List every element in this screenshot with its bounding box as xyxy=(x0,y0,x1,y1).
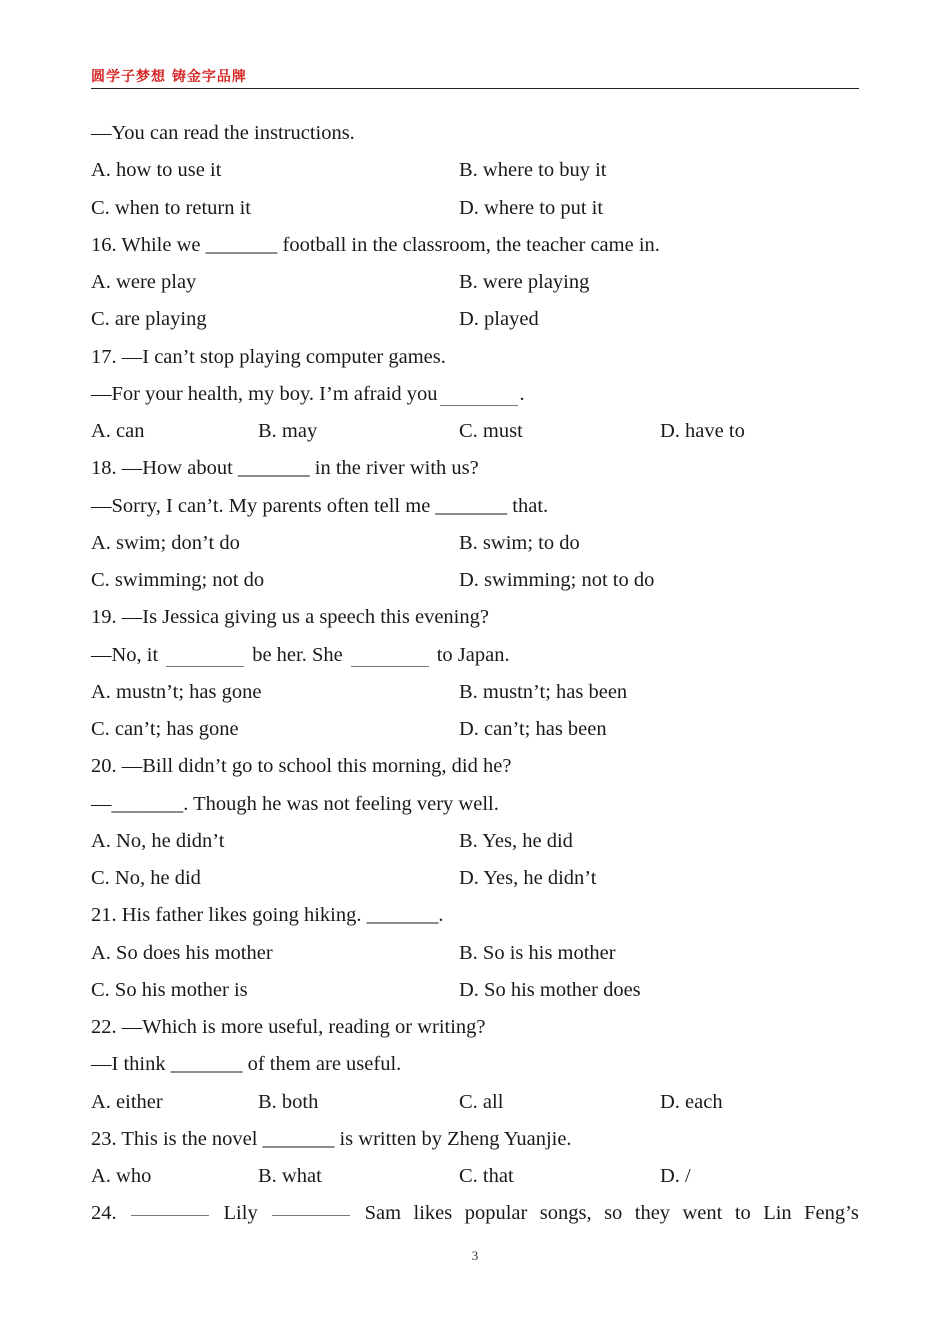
option-a: A. swim; don’t do xyxy=(91,531,240,554)
option-b: B. both xyxy=(258,1090,319,1113)
answer-blank xyxy=(351,646,429,667)
option-b: B. what xyxy=(258,1165,322,1187)
option-a: A. No, he didn’t xyxy=(91,829,225,852)
question-content xyxy=(91,115,859,1233)
options-row xyxy=(91,413,859,450)
option-b: B. swim; to do xyxy=(459,531,580,554)
options-row xyxy=(91,562,859,599)
options-row xyxy=(91,264,859,301)
option-d: D. / xyxy=(660,1165,691,1187)
option-b: B. may xyxy=(258,420,318,442)
option-c: C. when to return it xyxy=(91,196,251,219)
options-row xyxy=(91,972,859,1009)
page-header xyxy=(91,66,859,89)
option-c: C. that xyxy=(459,1165,514,1187)
option-a: A. either xyxy=(91,1090,163,1113)
option-b: B. So is his mother xyxy=(459,941,616,964)
question-19-stem: 19. —Is Jessica giving us a speech this evening? xyxy=(91,606,489,629)
option-a: A. who xyxy=(91,1165,152,1187)
question-20-reply: —_______. Though he was not feeling very well. xyxy=(91,792,499,815)
reply-text: —For your health, my boy. I’m afraid you xyxy=(91,382,438,405)
answer-blank xyxy=(272,1195,350,1216)
question-18-stem: 18. —How about _______ in the river with us? xyxy=(91,457,479,480)
question-22-stem: 22. —Which is more useful, reading or writing? xyxy=(91,1016,486,1038)
question-20-stem: 20. —Bill didn’t go to school this morning, did he? xyxy=(91,755,512,778)
word: to xyxy=(734,1202,751,1225)
question-19-reply xyxy=(91,637,859,674)
word: popular xyxy=(464,1202,528,1225)
answer-blank xyxy=(131,1195,209,1216)
options-row xyxy=(91,190,859,227)
question-number: 24. xyxy=(91,1202,117,1225)
option-b: B. Yes, he did xyxy=(459,829,573,852)
option-a: A. how to use it xyxy=(91,159,222,182)
question-21-stem: 21. His father likes going hiking. _______. xyxy=(91,904,444,927)
option-c: C. So his mother is xyxy=(91,978,248,1001)
word: likes xyxy=(413,1202,453,1225)
option-a: A. mustn’t; has gone xyxy=(91,680,262,703)
options-row xyxy=(91,301,859,338)
reply-text-mid: be her. She xyxy=(252,643,343,666)
option-b: B. were playing xyxy=(459,271,590,293)
options-row xyxy=(91,823,859,860)
word: so xyxy=(604,1202,623,1225)
options-row xyxy=(91,152,859,189)
option-c: C. can’t; has gone xyxy=(91,718,239,740)
word: Sam xyxy=(364,1202,402,1225)
option-c: C. are playing xyxy=(91,308,207,331)
option-d: D. each xyxy=(660,1090,723,1113)
option-c: C. No, he did xyxy=(91,867,201,889)
question-17-reply xyxy=(91,376,859,413)
option-d: D. played xyxy=(459,308,539,331)
options-row xyxy=(91,935,859,972)
answer-blank xyxy=(440,385,518,406)
reply-text-end: . xyxy=(519,382,525,405)
option-d: D. So his mother does xyxy=(459,978,641,1001)
question-23-stem: 23. This is the novel _______ is written by Zheng Yuanjie. xyxy=(91,1127,572,1150)
page-number: 3 xyxy=(471,1248,479,1263)
option-d: D. have to xyxy=(660,420,745,442)
option-c: C. must xyxy=(459,420,523,442)
option-a: A. were play xyxy=(91,271,197,293)
option-c: C. swimming; not do xyxy=(91,569,265,591)
answer-blank xyxy=(166,646,244,667)
header-slogan: 圆学子梦想 铸金字品牌 xyxy=(91,69,247,85)
options-row xyxy=(91,860,859,897)
word: Lin xyxy=(763,1202,792,1225)
word: Feng’s xyxy=(804,1202,859,1225)
question-22-reply: —I think _______ of them are useful. xyxy=(91,1053,402,1076)
option-d: D. can’t; has been xyxy=(459,718,607,740)
options-row xyxy=(91,711,859,748)
word: they xyxy=(634,1202,671,1225)
options-row xyxy=(91,1084,859,1121)
option-d: D. swimming; not to do xyxy=(459,569,655,591)
options-row xyxy=(91,674,859,711)
word: Lily xyxy=(223,1202,258,1225)
option-c: C. all xyxy=(459,1090,504,1113)
options-row xyxy=(91,525,859,562)
option-a: A. So does his mother xyxy=(91,941,273,964)
word: went xyxy=(682,1202,723,1225)
option-d: D. Yes, he didn’t xyxy=(459,867,597,889)
option-b: B. where to buy it xyxy=(459,159,607,182)
word: songs, xyxy=(539,1202,592,1225)
option-d: D. where to put it xyxy=(459,196,604,219)
option-b: B. mustn’t; has been xyxy=(459,680,628,703)
option-a: A. can xyxy=(91,420,145,442)
question-18-reply: —Sorry, I can’t. My parents often tell me _______ that. xyxy=(91,494,549,517)
reply-text-end: to Japan. xyxy=(436,643,510,666)
options-row xyxy=(91,1158,859,1195)
question-24-stem xyxy=(91,1195,859,1232)
answer-line: —You can read the instructions. xyxy=(91,122,355,144)
question-16-stem: 16. While we _______ football in the classroom, the teacher came in. xyxy=(91,233,660,256)
reply-text: —No, it xyxy=(91,643,159,666)
question-17-stem: 17. —I can’t stop playing computer games. xyxy=(91,345,446,368)
